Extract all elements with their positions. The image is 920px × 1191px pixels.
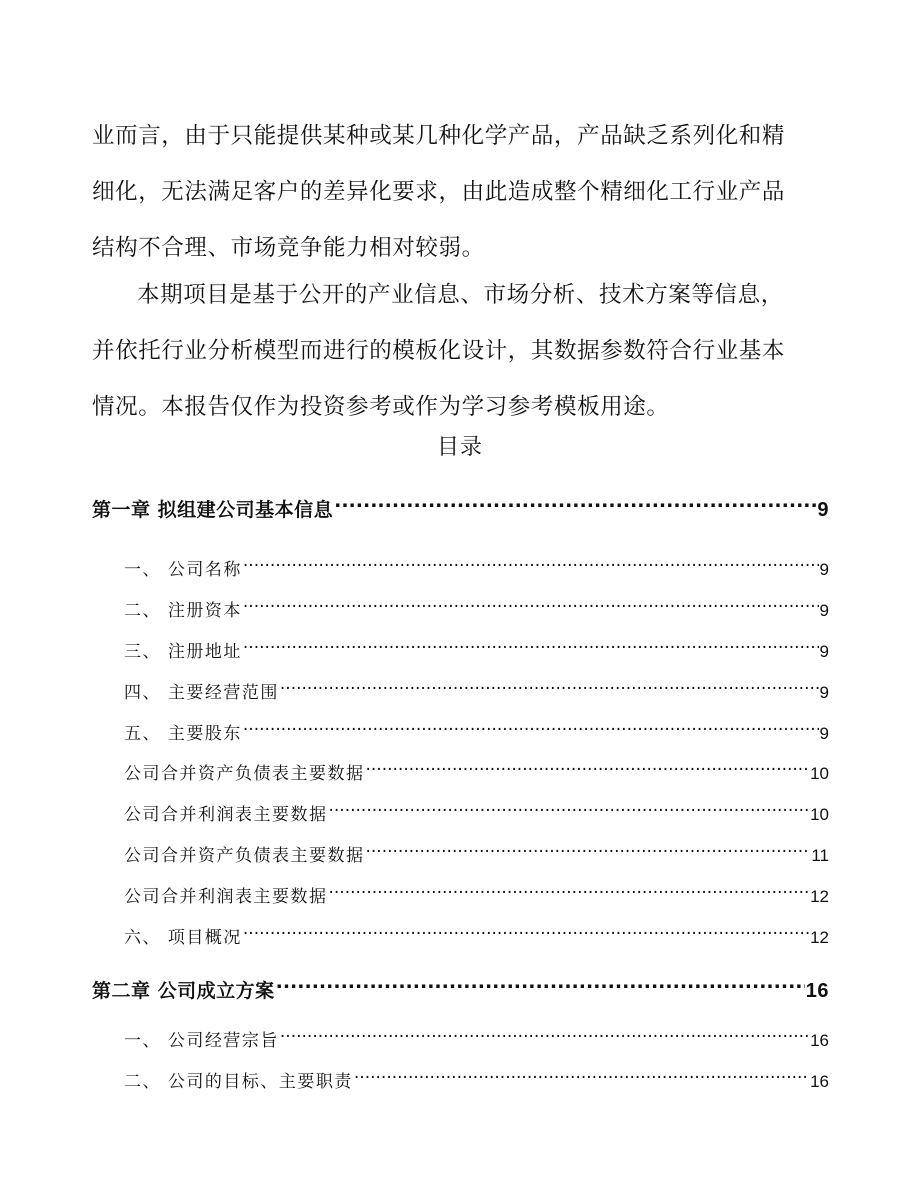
paragraph-line: 情况。本报告仅作为投资参考或作为学习参考模板用途。 — [92, 394, 670, 420]
toc-section-entry[interactable] — [124, 842, 829, 870]
toc-page-number: 12 — [810, 928, 829, 947]
toc-section-entry[interactable] — [124, 801, 829, 829]
toc-entry-text: 公司合并利润表主要数据 — [124, 887, 328, 907]
toc-section-entry[interactable] — [124, 1068, 829, 1096]
toc-page-number: 9 — [819, 601, 829, 620]
toc-leader-dots — [334, 497, 816, 516]
toc-entry-text: 五、 主要股东 — [124, 724, 242, 744]
toc-section-entry[interactable] — [124, 597, 829, 625]
toc-leader-dots — [243, 926, 809, 943]
toc-section-entry[interactable] — [124, 1027, 829, 1055]
toc-entry-text: 一、 公司经营宗旨 — [124, 1031, 279, 1051]
toc-page-number: 9 — [819, 683, 829, 702]
paragraph-line: 并依托行业分析模型而进行的模板化设计，其数据参数符合行业基本 — [92, 338, 786, 364]
body-paragraph-1 — [92, 108, 828, 276]
toc-entry-text: 一、 公司名称 — [124, 560, 242, 580]
toc-leader-dots — [243, 558, 819, 575]
toc-leader-dots — [243, 599, 819, 616]
toc-leader-dots — [354, 1070, 809, 1087]
toc-leader-dots — [280, 681, 819, 698]
toc-page-number: 10 — [810, 805, 829, 824]
toc-section-entry[interactable] — [124, 556, 829, 584]
toc-section-entry[interactable] — [124, 883, 829, 911]
toc-page-number: 9 — [819, 560, 829, 579]
toc-entry-text: 公司合并资产负债表主要数据 — [124, 846, 365, 866]
toc-page-number: 9 — [819, 724, 829, 743]
paragraph-line: 本期项目是基于公开的产业信息、市场分析、技术方案等信息， — [137, 282, 784, 308]
toc-leader-dots — [366, 844, 811, 861]
toc-section-entry[interactable] — [124, 720, 829, 748]
toc-page-number: 16 — [805, 980, 829, 1002]
toc-entry-text: 二、 公司的目标、主要职责 — [124, 1072, 353, 1092]
toc-page-number: 9 — [817, 499, 829, 521]
toc-page-number: 9 — [819, 642, 829, 661]
toc-entry-text: 公司合并资产负债表主要数据 — [124, 764, 365, 784]
toc-page-number: 12 — [810, 887, 829, 906]
toc-entry-text: 公司合并利润表主要数据 — [124, 805, 328, 825]
toc-page-number: 11 — [811, 846, 829, 865]
paragraph-line: 细化，无法满足客户的差异化要求，由此造成整个精细化工行业产品 — [92, 179, 786, 205]
toc-section-entry[interactable] — [124, 924, 829, 952]
toc-section-entry[interactable] — [124, 760, 829, 788]
toc-section-entry[interactable] — [124, 638, 829, 666]
toc-entry-text: 第一章 拟组建公司基本信息 — [92, 499, 334, 521]
toc-entry-text: 四、 主要经营范围 — [124, 683, 279, 703]
body-paragraph-2 — [92, 267, 828, 435]
toc-entry-text: 三、 注册地址 — [124, 642, 242, 662]
toc-leader-dots — [280, 1029, 809, 1046]
paragraph-line: 业而言，由于只能提供某种或某几种化学产品，产品缺乏系列化和精 — [92, 123, 786, 149]
toc-page-number: 10 — [810, 764, 829, 783]
toc-leader-dots — [329, 885, 810, 902]
toc-section-entry[interactable] — [124, 679, 829, 707]
toc-chapter-1[interactable] — [92, 495, 829, 525]
toc-chapter-2[interactable] — [92, 976, 829, 1006]
toc-leader-dots — [243, 640, 819, 657]
toc-page-number: 16 — [810, 1072, 829, 1091]
toc-leader-dots — [276, 978, 805, 997]
toc-title: 目录 — [436, 435, 483, 460]
toc-leader-dots — [329, 803, 810, 820]
toc-leader-dots — [366, 762, 810, 779]
toc-entry-text: 二、 注册资本 — [124, 601, 242, 621]
toc-entry-text: 第二章 公司成立方案 — [92, 980, 275, 1002]
toc-page-number: 16 — [810, 1031, 829, 1050]
toc-entry-text: 六、 项目概况 — [124, 928, 242, 948]
toc-leader-dots — [243, 722, 819, 739]
paragraph-line: 结构不合理、市场竞争能力相对较弱。 — [92, 235, 485, 261]
